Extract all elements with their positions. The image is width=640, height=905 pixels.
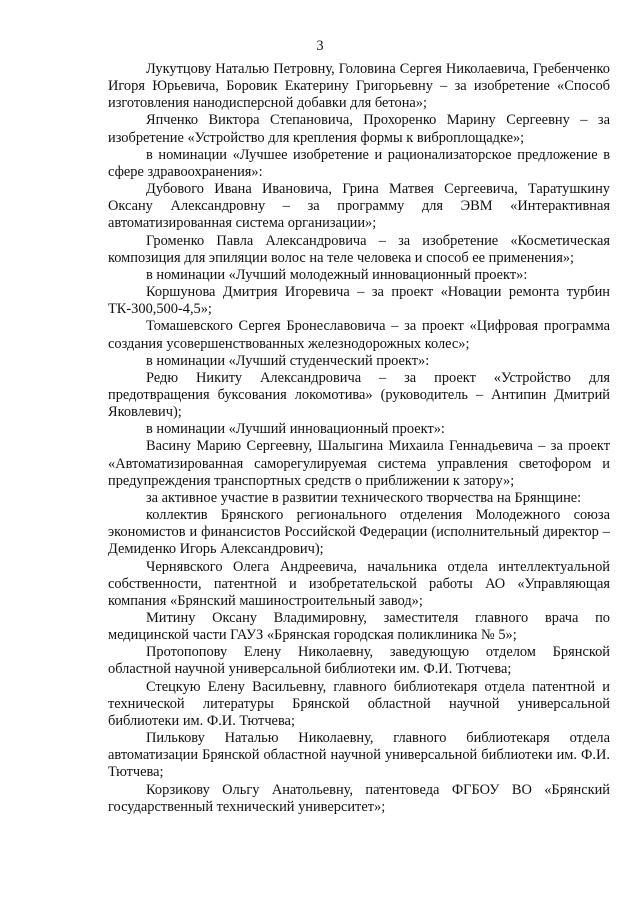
- paragraph-youth-2: Томашевского Сергея Бронеславовича – за проект «Цифровая программа создания усовершенствованных железнодорожных колес»;: [108, 318, 610, 352]
- nomination-innovation: в номинации «Лучший инновационный проект»:: [146, 421, 445, 438]
- page-number: 3: [316, 38, 324, 54]
- paragraph-participant-4: Протопопову Елену Николаевну, заведующую отделом Брянской областной научной универсальной библиотеки им. Ф.И. Тютчева;: [108, 644, 610, 678]
- paragraph-innovation-1: Васину Марию Сергеевну, Шалыгина Михаила Геннадьевича – за проект «Автоматизированная саморегулируемая система управления светофором и предупреждения транспортных средств о приближении к затору»;: [108, 438, 610, 489]
- paragraph-youth-1: Коршунова Дмитрия Игоревича – за проект «Новации ремонта турбин ТК-300,500-4,5»;: [108, 284, 610, 318]
- paragraph-inventor-1: Лукутцову Наталью Петровну, Головина Сергея Николаевича, Гребенченко Игоря Юрьевича, Боровик Екатерину Григорьевну – за изобретение «Способ изготовления нанодисперсной добавки для бетона»;: [108, 61, 610, 112]
- paragraph-participant-1: коллектив Брянского регионального отделения Молодежного союза экономистов и финансистов Российской Федерации (исполнительный директор – Демиденко Игорь Александрович);: [108, 507, 610, 558]
- section-active-participation: за активное участие в развитии технического творчества на Брянщине:: [146, 489, 582, 506]
- paragraph-inventor-2: Япченко Виктора Степановича, Прохоренко Марину Сергеевну – за изобретение «Устройство для крепления формы к виброплощадке»;: [108, 112, 610, 146]
- paragraph-participant-6: Пилькову Наталью Николаевну, главного библиотекаря отдела автоматизации Брянской областной научной универсальной библиотеки им. Ф.И. Тютчева;: [108, 730, 610, 781]
- paragraph-healthcare-2: Громенко Павла Александровича – за изобретение «Косметическая композиция для эпиляции волос на теле человека и способ ее применения»;: [108, 232, 610, 266]
- paragraph-healthcare-1: Дубового Ивана Ивановича, Грина Матвея Сергеевича, Таратушкину Оксану Александровну – за программу для ЭВМ «Интерактивная автоматизированная система организации»;: [108, 181, 610, 232]
- nomination-healthcare: в номинации «Лучшее изобретение и рационализаторское предложение в сфере здравоохранения»:: [108, 146, 610, 180]
- paragraph-student-1: Редю Никиту Александровича – за проект «Устройство для предотвращения буксования локомотива» (руководитель – Антипин Дмитрий Яковлевич);: [108, 369, 610, 421]
- nomination-student: в номинации «Лучший студенческий проект»:: [146, 352, 430, 369]
- nomination-youth: в номинации «Лучший молодежный инновационный проект»:: [146, 266, 528, 283]
- paragraph-participant-5: Стецкую Елену Васильевну, главного библиотекаря отдела патентной и технической литературы Брянской областной научной универсальной библиотеки им. Ф.И. Тютчева;: [108, 678, 610, 729]
- paragraph-participant-2: Чернявского Олега Андреевича, начальника отдела интеллектуальной собственности, патентной и изобретательской работы АО «Управляющая компания «Брянский машиностроительный завод»;: [108, 558, 610, 609]
- document-body: [108, 61, 610, 816]
- paragraph-participant-7: Корзикову Ольгу Анатольевну, патентоведа ФГБОУ ВО «Брянский государственный технический университет»;: [108, 781, 610, 815]
- paragraph-participant-3: Митину Оксану Владимировну, заместителя главного врача по медицинской части ГАУЗ «Брянская городская поликлиника № 5»;: [108, 610, 610, 644]
